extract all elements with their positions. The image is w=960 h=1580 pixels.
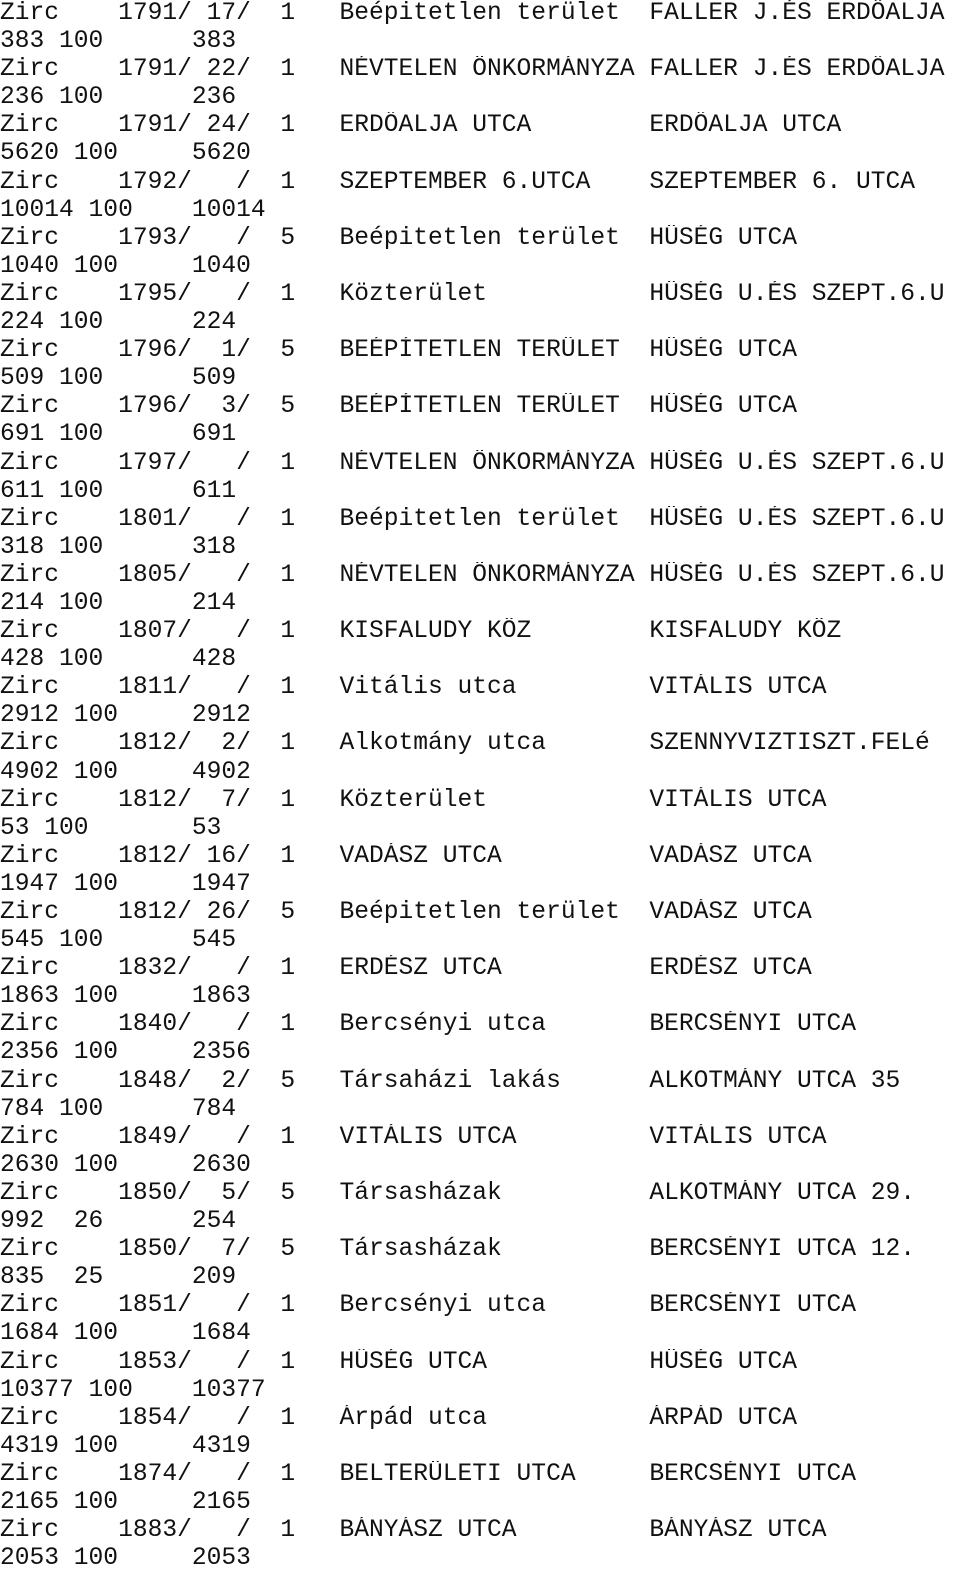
register-record — [0, 899, 960, 955]
record-parcel-line: Zirc 1801/ / 1 Beépitetlen terület HÜSÉG U.ÉS SZEPT.6.U — [0, 505, 945, 533]
record-area-line: 2630 100 2630 — [0, 1151, 251, 1179]
record-parcel-line: Zirc 1811/ / 1 Vitális utca VITÁLIS UTCA — [0, 674, 827, 702]
record-area-line: 1040 100 1040 — [0, 252, 251, 280]
record-area-line: 236 100 236 — [0, 84, 237, 112]
record-parcel-line: Zirc 1850/ 5/ 5 Társasházak ALKOTMÁNY UTCA 29. — [0, 1179, 916, 1207]
record-area-line: 5620 100 5620 — [0, 140, 251, 168]
record-area-line: 992 26 254 — [0, 1208, 237, 1236]
register-record — [0, 1011, 960, 1067]
record-parcel-line: Zirc 1812/ 16/ 1 VADÁSZ UTCA VADÁSZ UTCA — [0, 842, 812, 870]
record-area-line: 2912 100 2912 — [0, 702, 251, 730]
record-area-line: 2053 100 2053 — [0, 1545, 251, 1573]
register-record — [0, 56, 960, 112]
record-area-line: 383 100 383 — [0, 28, 237, 56]
register-record — [0, 1461, 960, 1517]
record-area-line: 214 100 214 — [0, 589, 237, 617]
record-area-line: 835 25 209 — [0, 1264, 237, 1292]
register-record — [0, 955, 960, 1011]
register-record — [0, 281, 960, 337]
record-parcel-line: Zirc 1807/ / 1 KISFALUDY KÖZ KISFALUDY KÖZ — [0, 618, 842, 646]
record-parcel-line: Zirc 1792/ / 1 SZEPTEMBER 6.UTCA SZEPTEMBER 6. UTCA — [0, 168, 916, 196]
register-record — [0, 337, 960, 393]
register-record — [0, 1405, 960, 1461]
record-parcel-line: Zirc 1791/ 17/ 1 Beépitetlen terület FALLER J.ÉS ERDŐALJA — [0, 0, 945, 27]
record-parcel-line: Zirc 1874/ / 1 BELTERÜLETI UTCA BERCSÉNYI UTCA — [0, 1460, 857, 1488]
register-record — [0, 225, 960, 281]
record-area-line: 2356 100 2356 — [0, 1039, 251, 1067]
register-record — [0, 787, 960, 843]
record-parcel-line: Zirc 1791/ 22/ 1 NÉVTELEN ÖNKORMÁNYZA FALLER J.ÉS ERDŐALJA — [0, 56, 945, 84]
record-parcel-line: Zirc 1805/ / 1 NÉVTELEN ÖNKORMÁNYZA HÜSÉG U.ÉS SZEPT.6.U — [0, 561, 945, 589]
register-record — [0, 1068, 960, 1124]
register-record — [0, 1236, 960, 1292]
record-parcel-line: Zirc 1812/ 26/ 5 Beépitetlen terület VADÁSZ UTCA — [0, 899, 812, 926]
record-parcel-line: Zirc 1796/ 3/ 5 BEÉPÍTETLEN TERÜLET HÜSÉG UTCA — [0, 393, 797, 421]
register-record — [0, 450, 960, 506]
record-area-line: 691 100 691 — [0, 421, 237, 449]
record-parcel-line: Zirc 1797/ / 1 NÉVTELEN ÖNKORMÁNYZA HÜSÉG U.ÉS SZEPT.6.U — [0, 449, 945, 477]
record-parcel-line: Zirc 1796/ 1/ 5 BEÉPÍTETLEN TERÜLET HÜSÉG UTCA — [0, 337, 797, 365]
register-record — [0, 674, 960, 730]
record-area-line: 10377 100 10377 — [0, 1376, 266, 1404]
register-record — [0, 1517, 960, 1573]
record-area-line: 1863 100 1863 — [0, 983, 251, 1011]
record-area-line: 4319 100 4319 — [0, 1432, 251, 1460]
record-area-line: 784 100 784 — [0, 1095, 237, 1123]
record-parcel-line: Zirc 1854/ / 1 Árpád utca ÁRPÁD UTCA — [0, 1404, 797, 1432]
register-record — [0, 0, 960, 56]
record-area-line: 224 100 224 — [0, 309, 237, 337]
record-area-line: 2165 100 2165 — [0, 1488, 251, 1516]
record-area-line: 1684 100 1684 — [0, 1320, 251, 1348]
register-record — [0, 506, 960, 562]
register-record — [0, 1292, 960, 1348]
record-area-line: 428 100 428 — [0, 646, 237, 674]
record-parcel-line: Zirc 1850/ 7/ 5 Társasházak BERCSÉNYI UTCA 12. — [0, 1236, 916, 1264]
register-record — [0, 730, 960, 786]
register-record — [0, 562, 960, 618]
record-area-line: 545 100 545 — [0, 927, 237, 955]
record-parcel-line: Zirc 1851/ / 1 Bercsényi utca BERCSÉNYI UTCA — [0, 1292, 857, 1320]
record-parcel-line: Zirc 1840/ / 1 Bercsényi utca BERCSÉNYI UTCA — [0, 1011, 857, 1039]
record-parcel-line: Zirc 1793/ / 5 Beépitetlen terület HÜSÉG UTCA — [0, 224, 797, 252]
register-record — [0, 169, 960, 225]
record-area-line: 509 100 509 — [0, 365, 237, 393]
record-parcel-line: Zirc 1791/ 24/ 1 ERDŐALJA UTCA ERDŐALJA UTCA — [0, 112, 842, 140]
register-record — [0, 1180, 960, 1236]
record-area-line: 10014 100 10014 — [0, 196, 266, 224]
register-record — [0, 1349, 960, 1405]
register-record — [0, 618, 960, 674]
record-parcel-line: Zirc 1812/ 2/ 1 Alkotmány utca SZENNYVIZTISZT.FELé — [0, 730, 930, 758]
record-area-line: 4902 100 4902 — [0, 758, 251, 786]
record-parcel-line: Zirc 1853/ / 1 HŰSÉG UTCA HÜSÉG UTCA — [0, 1348, 797, 1376]
record-area-line: 318 100 318 — [0, 533, 237, 561]
register-record — [0, 393, 960, 449]
record-parcel-line: Zirc 1795/ / 1 Közterület HÜSÉG U.ÉS SZEPT.6.U — [0, 280, 945, 308]
record-parcel-line: Zirc 1883/ / 1 BÁNYÁSZ UTCA BÁNYÁSZ UTCA — [0, 1517, 827, 1545]
record-parcel-line: Zirc 1849/ / 1 VITÁLIS UTCA VITÁLIS UTCA — [0, 1123, 827, 1151]
register-record — [0, 843, 960, 899]
record-parcel-line: Zirc 1832/ / 1 ERDÉSZ UTCA ERDÉSZ UTCA — [0, 955, 812, 983]
record-area-line: 1947 100 1947 — [0, 870, 251, 898]
record-parcel-line: Zirc 1812/ 7/ 1 Közterület VITÁLIS UTCA — [0, 786, 827, 814]
record-parcel-line: Zirc 1848/ 2/ 5 Társaházi lakás ALKOTMÁNY UTCA 35 — [0, 1067, 901, 1095]
record-area-line: 53 100 53 — [0, 814, 222, 842]
register-record — [0, 112, 960, 168]
record-area-line: 611 100 611 — [0, 477, 237, 505]
register-record — [0, 1124, 960, 1180]
